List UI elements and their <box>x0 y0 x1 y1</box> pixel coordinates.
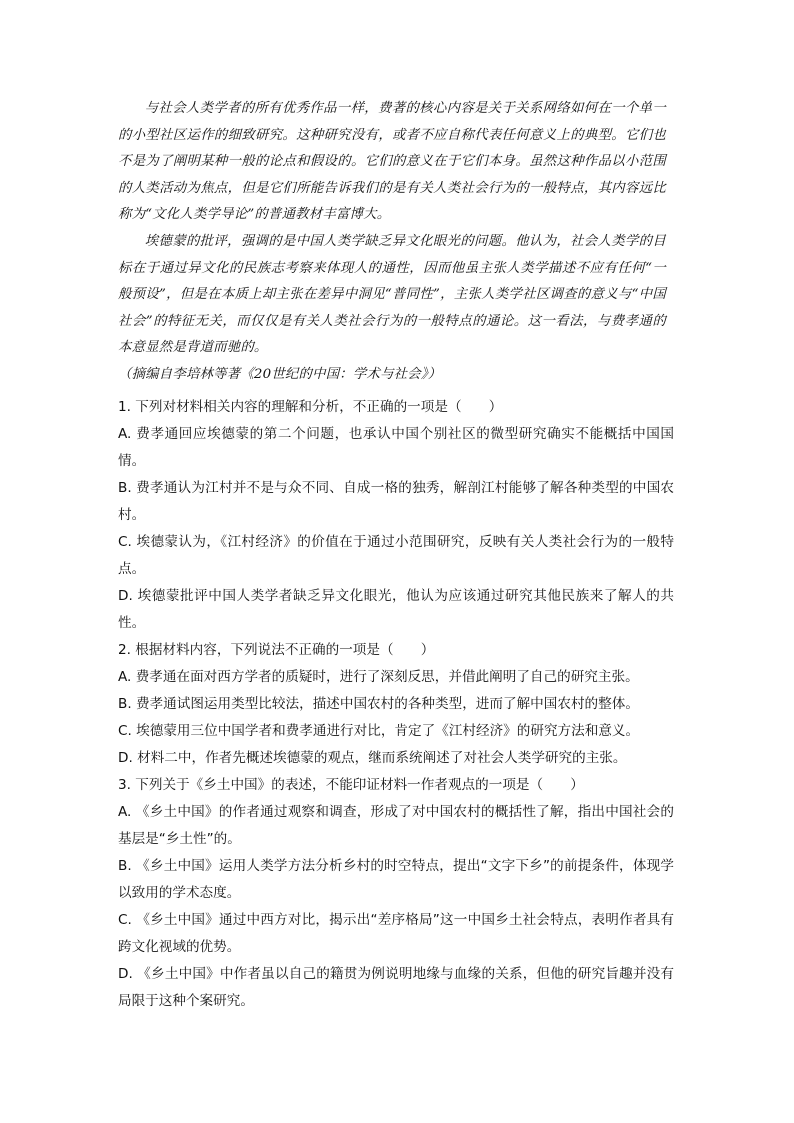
question-option: A. 《乡土中国》的作者通过观察和调查，形成了对中国农村的概括性了解，指出中国社会的基层是“乡土性”的。 <box>118 804 674 847</box>
question-option: C. 埃德蒙用三位中国学者和费孝通进行对比，肯定了《江村经济》的研究方法和意义。 <box>118 723 640 739</box>
question-block <box>118 637 674 772</box>
question-option: C. 埃德蒙认为，《江村经济》的价值在于通过小范围研究，反映有关人类社会行为的一般特点。 <box>118 534 674 577</box>
question-option: B. 费孝通试图运用类型比较法，描述中国农村的各种类型，进而了解中国农村的整体。 <box>118 696 639 712</box>
question-option: D. 《乡土中国》中作者虽以自己的籍贯为例说明地缘与血缘的关系，但他的研究旨趣并没有局限于这种个案研究。 <box>118 966 674 1009</box>
question-block <box>118 772 674 1015</box>
question-stem: 1. 下列对材料相关内容的理解和分析，不正确的一项是（ ） <box>118 399 503 415</box>
question-option: A. 费孝通回应埃德蒙的第二个问题，也承认中国个别社区的微型研究确实不能概括中国国情。 <box>118 426 674 469</box>
passage-paragraph: 埃德蒙的批评，强调的是中国人类学缺乏异文化眼光的问题。他认为，社会人类学的目标在于通过异文化的民族志考察来体现人的通性，因而他虽主张人类学描述不应有任何“一般预设”，但是在本质上却主张在差异中洞见“普同性”，主张人类学社区调查的意义与“中国社会”的特征无关，而仅仅是有关人类社会行为的一般特点的通论。这一看法，与费孝通的本意显然是背道而驰的。 <box>118 233 666 356</box>
passage-paragraph: 与社会人类学者的所有优秀作品一样，费著的核心内容是关于关系网络如何在一个单一的小型社区运作的细致研究。这种研究没有，或者不应自称代表任何意义上的典型。它们也不是为了阐明某种一般的论点和假设的。它们的意义在于它们本身。虽然这种作品以小范围的人类活动为焦点，但是它们所能告诉我们的是有关人类社会行为的一般特点，其内容远比称为“文化人类学导论”的普通教材丰富博大。 <box>118 101 666 223</box>
passage-source: （摘编自李培林等著《20世纪的中国：学术与社会》） <box>118 366 442 382</box>
question-option: A. 费孝通在面对西方学者的质疑时，进行了深刻反思，并借此阐明了自己的研究主张。 <box>118 669 639 685</box>
question-option: B. 费孝通认为江村并不是与众不同、自成一格的独秀，解剖江村能够了解各种类型的中国农村。 <box>118 480 674 523</box>
question-stem: 2. 根据材料内容，下列说法不正确的一项是（ ） <box>118 642 435 658</box>
question-stem: 3. 下列关于《乡土中国》的表述，不能印证材料一作者观点的一项是（ ） <box>118 777 584 793</box>
question-block <box>118 394 674 637</box>
reading-passage <box>118 96 666 389</box>
question-option: D. 材料二中，作者先概述埃德蒙的观点，继而系统阐述了对社会人类学研究的主张。 <box>118 750 627 766</box>
question-option: D. 埃德蒙批评中国人类学者缺乏异文化眼光，他认为应该通过研究其他民族来了解人的共性。 <box>118 588 674 631</box>
question-option: C. 《乡土中国》通过中西方对比，揭示出“差序格局”这一中国乡土社会特点，表明作者具有跨文化视域的优势。 <box>118 912 674 955</box>
question-list <box>118 394 674 1015</box>
question-option: B. 《乡土中国》运用人类学方法分析乡村的时空特点，提出“文字下乡”的前提条件，体现学以致用的学术态度。 <box>118 858 674 901</box>
